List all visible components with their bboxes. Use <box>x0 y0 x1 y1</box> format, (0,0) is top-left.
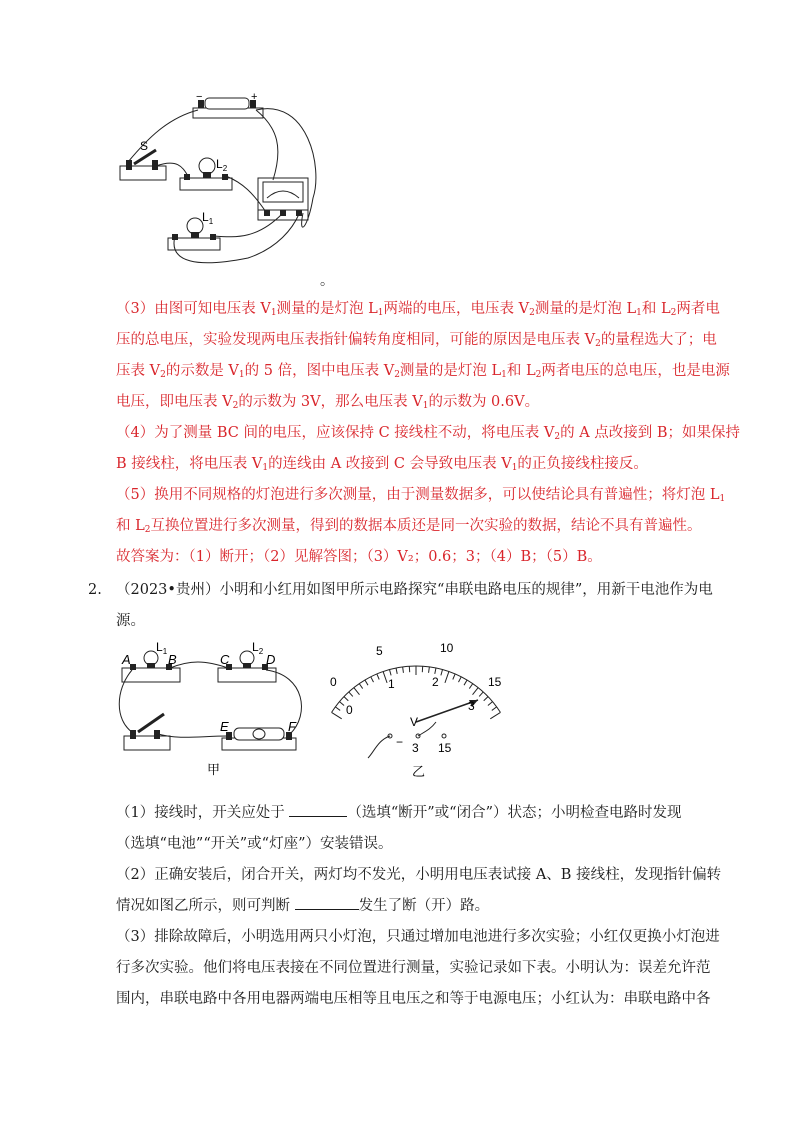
dial-tick <box>349 692 353 696</box>
switch-label: S <box>140 139 149 153</box>
fig-yi-caption: 乙 <box>412 764 426 779</box>
outer-tick-0: 0 <box>330 675 337 689</box>
fig-jia-caption: 甲 <box>207 762 221 777</box>
voltmeter <box>258 178 308 220</box>
switch-board <box>124 714 170 750</box>
terminal-f-label: F <box>288 719 296 734</box>
answer-line: 故答案为：（1）断开；（2）见解答图；（3）V₂；0.6；3；（4）B；（5）B。 <box>116 549 602 565</box>
dial-tick <box>354 688 360 695</box>
dial-tick <box>344 697 348 701</box>
dial-tick <box>383 672 387 683</box>
dial-tick <box>453 674 455 680</box>
terminal-c-label: C <box>220 652 230 667</box>
terminal-b-label: B <box>168 652 177 667</box>
outer-tick-10: 10 <box>440 641 454 655</box>
fig-jia-l1-label: $L_1$ <box>156 640 168 656</box>
solution-part-4 <box>116 418 741 480</box>
dial-tick <box>390 670 392 676</box>
dial-tick <box>339 702 344 706</box>
solution-3-line-4: 电压，即电压表 $V_2$的示数为 3V，那么电压表 $V_1$的示数为 0.6V。 <box>116 394 540 411</box>
terminal-a-label: A <box>122 652 131 667</box>
solution-4-line-2: B 接线柱，将电压表 $V_1$的连线由 A 改接到 C 会导致电压表 $V_1$的正负接线柱接反。 <box>116 456 648 473</box>
stem-line-1: （2023•贵州）小明和小红用如图甲所示电路探究“串联电路电压的规律”，用新干电池作为电 <box>116 582 713 598</box>
answer-summary <box>116 542 716 573</box>
q3-line-1: （3）排除故障后，小明选用两只小灯泡，只通过增加电池进行多次实验；小红仅更换小灯泡进 <box>116 929 720 945</box>
battery-board <box>222 728 296 750</box>
battery-minus-label: − <box>196 91 203 103</box>
outer-tick-15: 15 <box>488 675 502 689</box>
dial-tick <box>332 712 342 718</box>
dial-tick <box>488 702 493 706</box>
solution-3-line-2: 压的总电压，实验发现两电压表指针偏转角度相同，可能的原因是电压表 $V_2$的量程选大了；电 <box>116 332 717 349</box>
meter-symbol-v: V <box>410 715 419 729</box>
dial-tick <box>335 707 340 711</box>
q1-line-2: （选填“电池”“开关”或“灯座”）安装错误。 <box>116 836 393 852</box>
inner-tick-0: 0 <box>346 703 353 717</box>
outer-tick-5: 5 <box>376 644 383 658</box>
q1-answer-blank-1[interactable] <box>289 816 347 817</box>
dial-tick <box>435 668 436 674</box>
dial-tick <box>429 667 430 673</box>
dial-tick <box>492 707 497 711</box>
battery-plus-label: + <box>251 91 258 103</box>
dial-tick <box>377 674 379 680</box>
dial-tick <box>359 684 362 689</box>
dial-tick <box>484 697 488 701</box>
dial-tick <box>365 680 368 685</box>
terminal-e-label: E <box>220 719 229 734</box>
terminal-15: 15 <box>438 741 452 755</box>
q2-line-2: 情况如图乙所示，则可判断 发生了断（开）路。 <box>116 898 490 914</box>
inner-tick-3: 3 <box>468 699 475 713</box>
dial-tick <box>458 677 461 682</box>
dial-tick <box>490 712 500 718</box>
dial-tick <box>396 668 397 674</box>
voltmeter-dial-yi <box>318 636 518 782</box>
dial-tick <box>473 688 479 695</box>
solution-5-line-2: 和 $L_2$互换位置进行多次测量，得到的数据本质还是同一次实验的数据，结论不具有普遍性。 <box>116 518 702 535</box>
q2-answer-blank[interactable] <box>295 909 359 910</box>
circuit-figure-1 <box>108 88 338 268</box>
q1-line-1: （1）接线时，开关应处于 （选填“断开”或“闭合”）状态；小明检查电路时发现 <box>116 805 682 821</box>
lamp-l2-label: $L_2$ <box>216 157 228 173</box>
lamp-l1-label: $L_1$ <box>202 210 214 226</box>
solution-4-line-1: （4）为了测量 BC 间的电压，应该保持 C 接线柱不动，将电压表 $V_2$的 A 点改接到 B；如果保持 <box>116 425 741 442</box>
dial-tick <box>371 677 374 682</box>
q2-line-1: （2）正确安装后，闭合开关，两灯均不发光，小明用电压表试接 A、B 接线柱，发现指针偏转 <box>116 867 722 883</box>
solution-5-line-1: （5）换用不同规格的灯泡进行多次测量，由于测量数据多，可以使结论具有普遍性；将灯泡 $L_1$ <box>116 487 726 504</box>
terminal-3: 3 <box>412 741 419 755</box>
dial-scale <box>332 666 501 719</box>
question-2-stem <box>116 575 716 637</box>
terminal-d-label: D <box>266 652 276 667</box>
inner-tick-2: 2 <box>432 675 439 689</box>
solution-part-5 <box>116 480 726 542</box>
dial-tick <box>403 667 404 673</box>
inner-tick-1: 1 <box>388 677 395 691</box>
question-2-part-2 <box>116 860 722 922</box>
terminal-minus: − <box>396 735 404 749</box>
solution-part-3 <box>116 294 730 418</box>
lamp-l2 <box>180 158 232 190</box>
solution-3-line-3: 压表 $V_2$的示数是 $V_1$的 5 倍，图中电压表 $V_2$测量的是灯泡 $L_1$和 $L_2$两者电压的总电压，也是电源 <box>116 363 730 380</box>
dial-tick <box>445 672 449 683</box>
q3-line-3: 围内，串联电路中各用电器两端电压相等且电压之和等于电源电压；小红认为：串联电路中各 <box>116 991 711 1007</box>
circuit-figure-jia <box>110 640 310 780</box>
question-2-part-1 <box>116 798 716 860</box>
q3-line-2: 行多次实验。他们将电压表接在不同位置进行测量，实验记录如下表。小明认为：误差允许范 <box>116 960 711 976</box>
stem-line-2: 源。 <box>116 613 145 629</box>
dial-tick <box>479 692 483 696</box>
fig-jia-l2-label: $L_2$ <box>252 640 264 656</box>
dial-tick <box>441 670 443 676</box>
meter-terminals <box>368 722 446 758</box>
dial-tick <box>469 684 472 689</box>
question-2-part-3 <box>116 922 720 1015</box>
dial-tick <box>464 680 467 685</box>
question-2-number: 2. <box>88 582 102 598</box>
solution-3-line-1: （3）由图可知电压表 $V_1$测量的是灯泡 $L_1$两端的电压，电压表 $V_2$测量的是灯泡 $L_1$和 $L_2$两者电 <box>116 301 720 318</box>
trailing-mark: 。 <box>320 273 334 289</box>
